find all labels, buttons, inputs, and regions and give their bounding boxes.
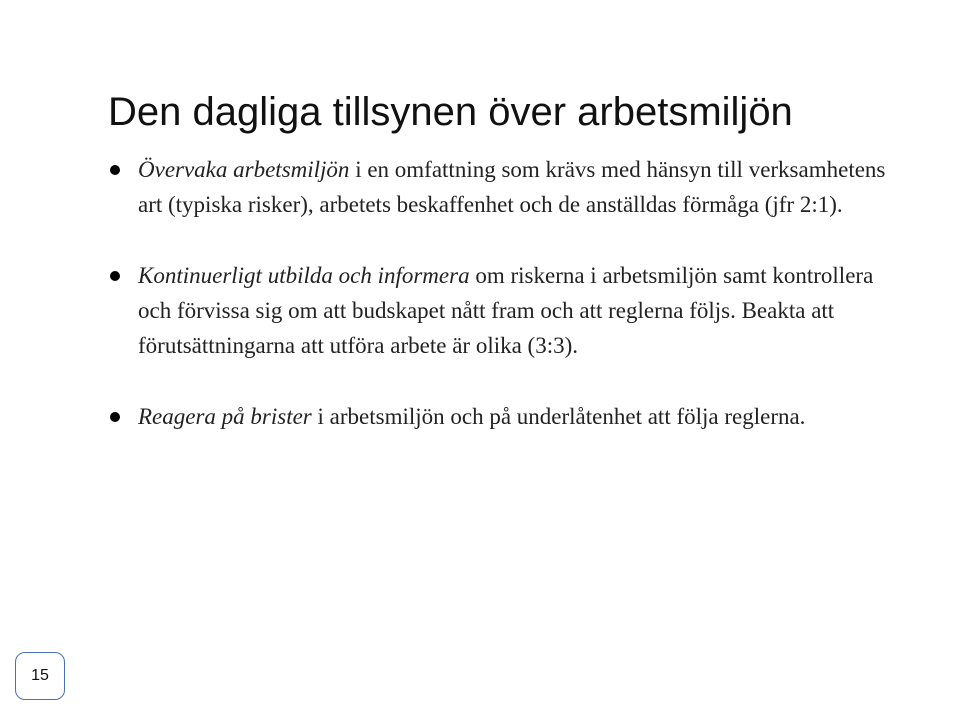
bullet-text: i en omfattning som krävs med hänsyn till verksamhetens art (typiska risker), arbetets beskaffenhet och de anställdas förmåga (jfr 2:1). — [138, 157, 886, 217]
bullet-emphasis: Reagera på brister — [138, 404, 312, 429]
page-number: 15 — [15, 652, 65, 700]
bullet-list — [110, 152, 890, 434]
bullet-emphasis: Kontinuerligt utbilda och informera — [138, 263, 470, 288]
slide-title: Den dagliga tillsynen över arbetsmiljön — [108, 90, 793, 134]
bullet-dot-icon — [110, 165, 120, 175]
bullet-text: i arbetsmiljön och på underlåtenhet att följa reglerna. — [311, 404, 806, 429]
bullet-item — [110, 152, 890, 222]
bullet-item — [110, 258, 890, 363]
bullet-item — [110, 399, 890, 434]
bullet-emphasis: Övervaka arbetsmiljön — [138, 157, 350, 182]
bullet-dot-icon — [110, 412, 120, 422]
bullet-text: om riskerna i arbetsmiljön samt kontrollera och förvissa sig om att budskapet nått fram och att reglerna följs. Beakta att förutsättningarna att utföra arbete är olika (3:3). — [138, 263, 874, 358]
bullet-dot-icon — [110, 271, 120, 281]
